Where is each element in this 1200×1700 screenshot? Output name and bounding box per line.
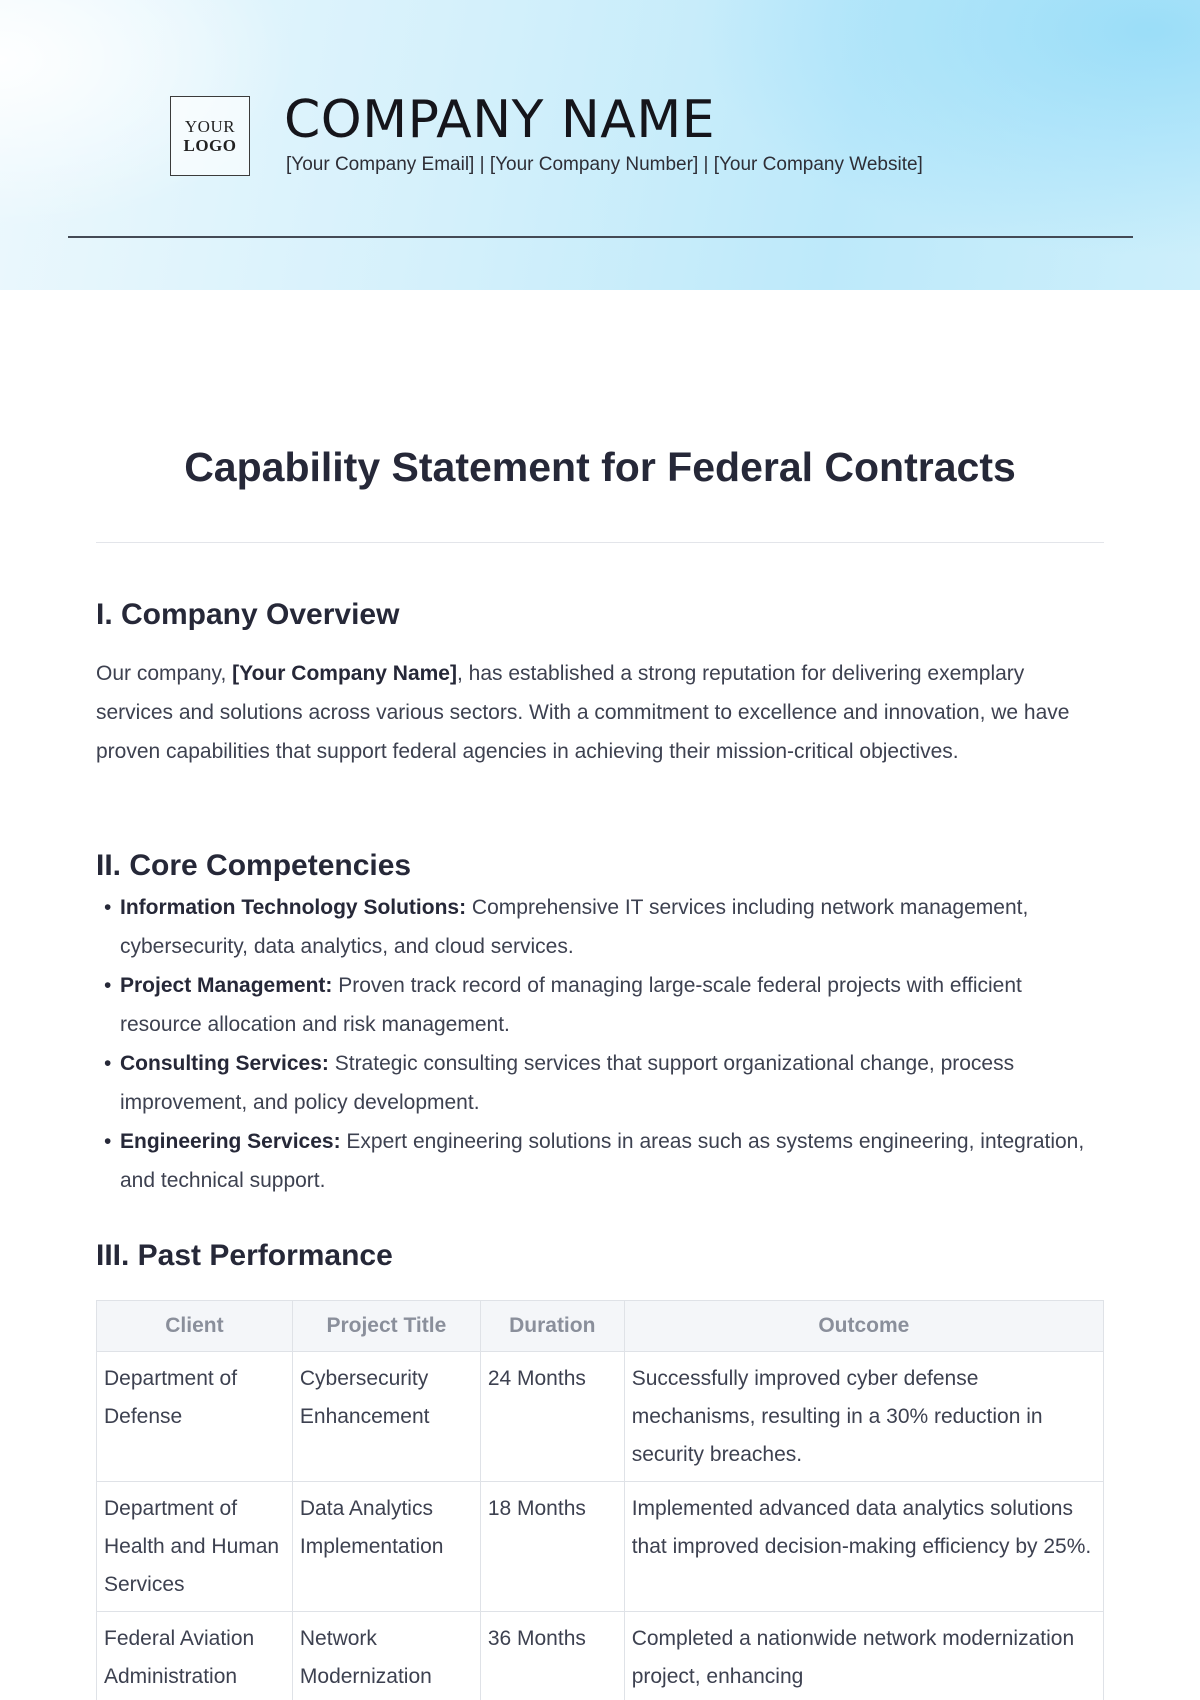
header-divider	[68, 236, 1133, 238]
logo-line-2: LOGO	[183, 136, 237, 155]
section-heading-competencies: II. Core Competencies	[96, 849, 412, 882]
cell-client: Department of Health and Human Services	[97, 1482, 293, 1612]
list-item	[104, 966, 1104, 1044]
document-title: Capability Statement for Federal Contracts	[184, 444, 1016, 490]
cell-outcome: Implemented advanced data analytics solutions that improved decision-making efficiency by 25%.	[624, 1482, 1103, 1612]
table-row	[97, 1482, 1104, 1612]
section-heading-performance: III. Past Performance	[96, 1239, 393, 1272]
column-header-client: Client	[97, 1301, 293, 1352]
cell-project-title: Network Modernization	[292, 1612, 480, 1700]
title-divider	[96, 542, 1104, 543]
column-header-duration: Duration	[480, 1301, 624, 1352]
cell-project-title: Data Analytics Implementation	[292, 1482, 480, 1612]
competency-text: Comprehensive IT services including network management, cybersecurity, data analytics, and cloud services.	[120, 896, 1029, 958]
list-item	[104, 888, 1104, 966]
cell-client: Department of Defense	[97, 1352, 293, 1482]
competency-label: Information Technology Solutions:	[120, 896, 467, 919]
company-logo	[170, 96, 250, 176]
cell-outcome: Successfully improved cyber defense mechanisms, resulting in a 30% reduction in security breaches.	[624, 1352, 1103, 1482]
company-contact-line: [Your Company Email] | [Your Company Number] | [Your Company Website]	[286, 154, 923, 175]
cell-client: Federal Aviation Administration	[97, 1612, 293, 1700]
competency-label: Project Management:	[120, 974, 333, 997]
competency-label: Consulting Services:	[120, 1052, 329, 1075]
table-row	[97, 1612, 1104, 1700]
past-performance-table	[96, 1300, 1104, 1700]
competency-text: Strategic consulting services that support organizational change, process improvement, and policy development.	[120, 1052, 1015, 1114]
cell-outcome: Completed a nationwide network modernization project, enhancing	[624, 1612, 1103, 1700]
table-header-row	[97, 1301, 1104, 1352]
column-header-outcome: Outcome	[624, 1301, 1103, 1352]
overview-text-after: , has established a strong reputation for delivering exemplary services and solutions across various sectors. With a commitment to excellence and innovation, we have proven capabilities that support federal agencies in achieving their mission-critical objectives.	[96, 662, 1070, 763]
list-item	[104, 1122, 1104, 1200]
header-banner	[0, 0, 1200, 290]
cell-duration: 24 Months	[480, 1352, 624, 1482]
overview-paragraph	[96, 654, 1106, 771]
column-header-project-title: Project Title	[292, 1301, 480, 1352]
company-name: COMPANY NAME	[284, 90, 716, 150]
competencies-list	[104, 888, 1104, 1200]
list-item	[104, 1044, 1104, 1122]
cell-duration: 36 Months	[480, 1612, 624, 1700]
logo-line-1: YOUR	[184, 117, 236, 136]
company-name-placeholder: [Your Company Name]	[232, 662, 457, 685]
cell-duration: 18 Months	[480, 1482, 624, 1612]
overview-text-before: Our company,	[96, 662, 233, 685]
competency-label: Engineering Services:	[120, 1130, 341, 1153]
cell-project-title: Cybersecurity Enhancement	[292, 1352, 480, 1482]
competency-text: Proven track record of managing large-scale federal projects with efficient resource allocation and risk management.	[120, 974, 1022, 1036]
competency-text: Expert engineering solutions in areas such as systems engineering, integration, and technical support.	[120, 1130, 1085, 1192]
table-row	[97, 1352, 1104, 1482]
section-heading-overview: I. Company Overview	[96, 598, 400, 631]
